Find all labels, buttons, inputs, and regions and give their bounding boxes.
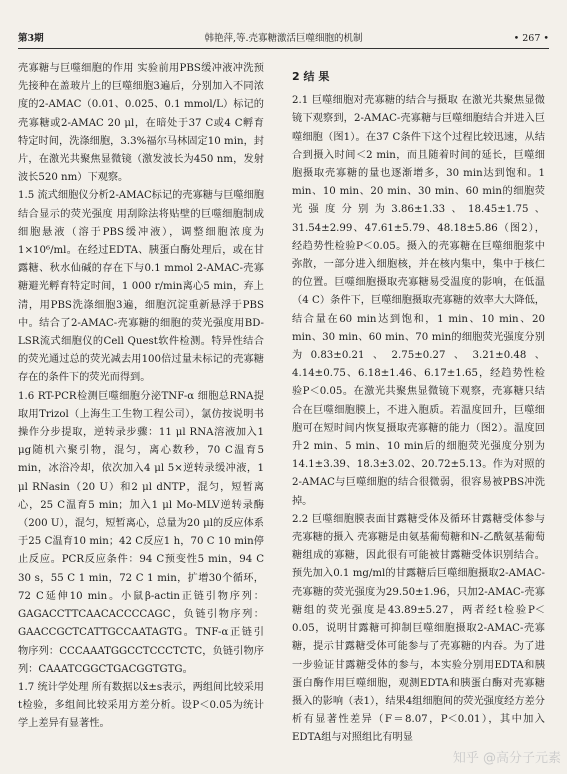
- paragraph-results-2-1: 2.1 巨噬细胞对壳寡糖的结合与摄取 在激光共聚焦显微镜下观察到，2-AMAC-壳寡糖与巨噬细胞结合并进入巨噬细胞（图1）。在37 C条件下这个过程比较迅速，从结合到摄入时间＜2 min，而且随着时间的延长，巨噬细胞摄取壳寡糖的量也逐渐增多，30 min达到饱和。1 min、10 min、20 min、30 min、60 min的细胞荧光强度分别为3.86±1.33、18.45±1.75、31.54±2.99、47.61±5.79、48.18±5.86（图2），经趋势性检验P＜0.05。摄入的壳寡糖在巨噬细胞浆中弥散，一部分进入细胞核，并在核内集中，集中于核仁的位置。巨噬细胞摄取壳寡糖易受温度的影响，在低温（4 C）条件下，巨噬细胞摄取壳寡糖的效率大大降低，结合量在60 min达到饱和，1 min、10 min、20 min、30 min、60 min、70 min的细胞荧光强度分别为0.83±0.21、2.75±0.27、3.21±0.48、4.14±0.75、6.18±1.46、6.17±1.65，经趋势性检验P＜0.05。在激光共聚焦显微镜下观察，壳寡糖只结合在巨噬细胞膜上，不进入胞质。若温度回升，巨噬细胞可在短时间内恢复摄取壳寡糖的能力（图2）。温度回升2 min、5 min、10 min后的细胞荧光强度分别为14.1±3.39、18.3±3.02、20.72±5.13。作为对照的2-AMAC与巨噬细胞的结合很微弱，很容易被PBS冲洗掉。: [292, 95, 545, 507]
- left-column: [18, 60, 264, 734]
- watermark-text: 知乎 @高分子元素: [452, 751, 561, 766]
- paragraph-results-2-2: 2.2 巨噬细胞膜表面甘露糖受体及循环甘露糖受体参与壳寡糖的摄入 壳寡糖是由氨基葡萄糖和N-乙酰氨基葡萄糖组成的寡糖，因此很有可能被甘露糖受体识别结合。预先加入0.1 mg/ml的甘露糖后巨噬细胞摄取2-AMAC-壳寡糖的荧光强度为29.50±1.96，只加2-AMAC-壳寡糖组的荧光强度是43.89±5.27，两者经t检验P＜0.05，说明甘露糖可抑制巨噬细胞摄取2-AMAC-壳寡糖，提示甘露糖受体可能参与了壳寡糖的内吞。为了进一步验证甘露糖受体的参与，本实验分别用EDTA和胰蛋白酶作用巨噬细胞，观测EDTA和胰蛋白酶对壳寡糖摄入的影响（表1），结果4组细胞间的荧光强度经方差分析有显著性差异（F＝8.07，P＜0.01），其中加入EDTA组与对照组比有明显: [292, 513, 545, 744]
- page-header: [18, 30, 549, 49]
- paragraph-binding-experiment: 壳寡糖与巨噬细胞的作用 实验前用PBS缓冲液冲洗预先接种在盖玻片上的巨噬细胞3遍后，分别加入不同浓度的2-AMAC（0.01、0.025、0.1 mmol/L）标记的壳寡糖或2-AMAC 20 μl，在暗处于37 C或4 C孵育特定时间，洗涤细胞，3.3%福尔马林固定10 min，封片，在激光共聚焦显微镜（激发波长为450 nm，发射波长520 nm）下观察。: [18, 63, 264, 184]
- page-number: • 267 •: [513, 33, 549, 44]
- paragraph-flow-cytometry: 1.5 流式细胞仪分析2-AMAC标记的壳寡糖与巨噬细胞结合显示的荧光强度 用刮除法将贴壁的巨噬细胞制成细胞悬液（溶于PBS缓冲液），调整细胞浓度为1×10⁶/ml。在经过EDTA、胰蛋白酶处理后，或在甘露糖、秋水仙碱的存在下与0.1 mmol 2-AMAC-壳寡糖避光孵育特定时间，1 000 r/min离心5 min，弃上清，用PBS洗涤细胞3遍，细胞沉淀重新悬浮于PBS中。结合了2-AMAC-壳寡糖的细胞的荧光强度用BD-LSR流式细胞仪的Cell Quest软件检测。特异性结合的荧光通过总的荧光减去用100倍过量未标记的壳寡糖存在的条件下的荧光而得到。: [18, 190, 264, 384]
- right-column: [292, 60, 545, 748]
- paragraph-statistics: 1.7 统计学处理 所有数据以x̄±s表示，两组间比较采用t检验，多组间比较采用方差分析。设P＜0.05为统计学上差异有显著性。: [18, 681, 264, 730]
- section-title-results: 2 结 果: [292, 70, 330, 83]
- issue-number: 第3期: [18, 33, 44, 44]
- paragraph-rt-pcr: 1.6 RT-PCR检测巨噬细胞分泌TNF-α 细胞总RNA提取用Trizol（上海生工生物工程公司），氯仿按说明书操作分步提取，逆转录步骤：11 μl RNA溶液加入1 μg随机六聚引物，混匀，离心数秒，70 C温育5 min，冰浴冷却，依次加入4 μl 5×逆转录缓冲液，1 μl RNasin（20 U）和2 μl dNTP，混匀，短暂离心，25 C温育5 min；加入1 μl Mo-MLV逆转录酶（200 U），混匀，短暂离心，总量为20 μl的反应体系于25 C温育10 min；42 C反应1 h，70 C 10 min停止反应。PCR反应条件：94 C预变性5 min，94 C 30 s，55 C 1 min，72 C 1 min，扩增30个循环，72 C延伸10 min。小鼠β-actin正链引物序列：GAGACCTTCAACACCCCAGC，负链引物序列：GAACCGCTCATTGCCAATAGTG。TNF-α正链引物序列：CCCAAATGGCCTCCCTCTC，负链引物序列：CAAATCGGCTGACGGTGTG。: [18, 390, 264, 675]
- running-title: 韩艳萍,等.壳寡糖激活巨噬细胞的机制: [204, 33, 363, 44]
